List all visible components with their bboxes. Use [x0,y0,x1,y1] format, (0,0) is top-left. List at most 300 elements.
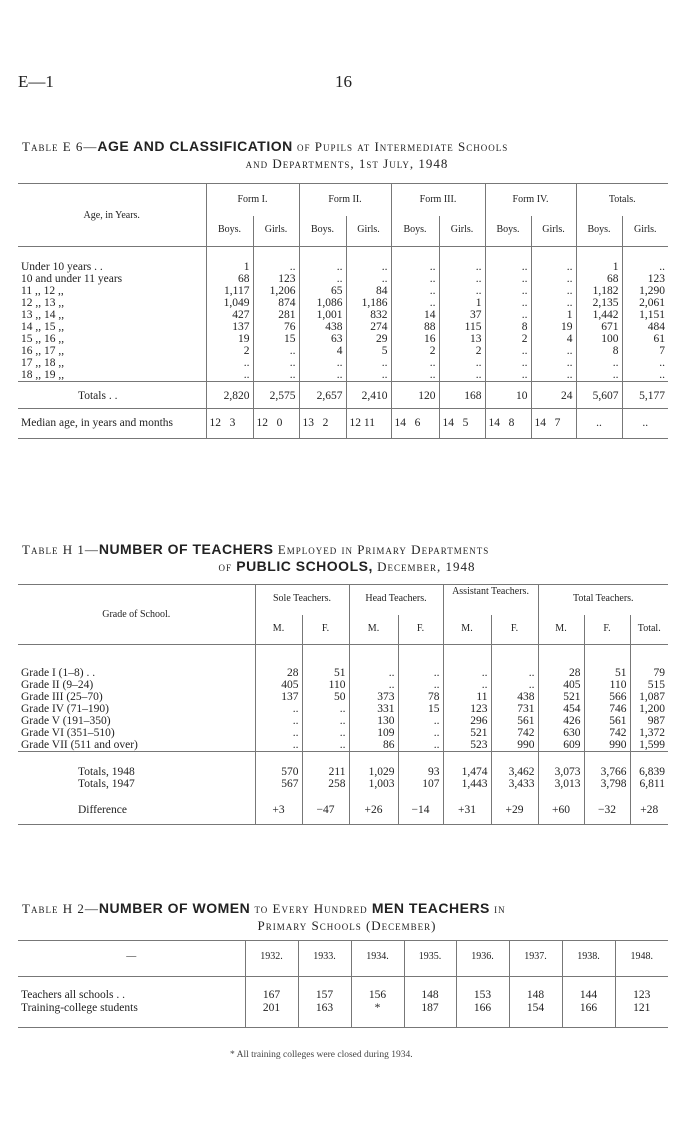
table-cell: 16 [391,333,439,345]
totals-row-cell: 6,811 [630,778,668,790]
row-label: Under 10 years . . [21,261,103,273]
table-cell: 405 [538,679,584,691]
table-h1-title [22,541,672,575]
median-row [18,409,668,439]
table-cell: 15 [398,703,443,715]
table-cell: .. [299,247,346,274]
group-header: Head Teachers. [349,585,443,616]
table-cell: 609 [538,739,584,752]
totals-row [18,382,668,409]
row-label: 12 ,, 13 ,, [21,297,65,309]
table-cell: 521 [443,727,491,739]
table-cell: 454 [538,703,584,715]
table-cell: 8 [576,345,622,357]
row-label: 10 and under 11 years [21,273,123,285]
table-cell: .. [398,727,443,739]
table-cell: 405 [255,679,302,691]
totals-row-cell: 1,474 [443,752,491,779]
difference-row-cell: +29 [491,790,538,825]
table-h2-line2: Primary Schools (December) [257,918,437,933]
table-e6-line2: and Departments, 1st July, 1948 [245,156,449,171]
difference-row-cell: −32 [584,790,630,825]
table-cell: 373 [349,691,398,703]
difference-row-cell: −14 [398,790,443,825]
table-cell: 137 [255,691,302,703]
table-cell: 123 [443,703,491,715]
difference-row-cell: +3 [255,790,302,825]
table-cell: * [351,1002,404,1028]
table-cell: 86 [349,739,398,752]
table-cell: .. [439,369,485,382]
table-cell: 148 [404,977,456,1003]
table-cell: .. [302,703,349,715]
table-h2-rest: in [489,901,506,916]
table-cell: 1,087 [630,691,668,703]
table-cell: 1,599 [630,739,668,752]
year-header: 1937. [509,941,562,977]
table-cell: 731 [491,703,538,715]
table-cell: 14 [391,309,439,321]
table-cell: 1 [576,247,622,274]
totals-row [18,752,668,779]
table-h2-mid: to Every Hundred [250,901,372,916]
table-cell: 561 [584,715,630,727]
table-cell: .. [485,285,531,297]
totals-label: Totals . . [78,390,118,402]
totals-cell: 2,820 [206,382,253,409]
table-cell: 123 [253,273,299,285]
totals-row-cell: 1,443 [443,778,491,790]
table-cell: 1,151 [622,309,668,321]
table-cell: 100 [576,333,622,345]
table-cell: 427 [206,309,253,321]
median-cell: 14 7 [531,409,576,439]
table-cell: .. [576,369,622,382]
age-header: Age, in Years. [83,209,140,221]
table-h1-rest: Employed in Primary Departments [273,542,490,557]
year-header: 1932. [245,941,298,977]
table-cell: 987 [630,715,668,727]
table-cell: .. [398,715,443,727]
table-cell: .. [398,739,443,752]
totals-cell: 10 [485,382,531,409]
table-cell: .. [398,679,443,691]
difference-row-cell: +28 [630,790,668,825]
table-cell: 123 [622,273,668,285]
table-cell: 1,049 [206,297,253,309]
table-cell: .. [253,369,299,382]
table-cell: 874 [253,297,299,309]
table-cell: 1,290 [622,285,668,297]
table-cell: 166 [562,1002,615,1028]
difference-row-label: Difference [78,804,127,816]
table-cell: .. [302,715,349,727]
row-label: 15 ,, 16 ,, [21,333,65,345]
table-cell: 154 [509,1002,562,1028]
totals-row-cell: 3,073 [538,752,584,779]
row-label: Grade I (1–8) . . [21,667,96,679]
table-cell: .. [491,645,538,680]
table-cell: 4 [299,345,346,357]
table-cell: 61 [622,333,668,345]
year-header: 1948. [615,941,668,977]
table-h1-line2-pre: of [218,559,237,574]
table-cell: .. [485,273,531,285]
difference-row [18,790,668,825]
median-cell: 12 11 [346,409,391,439]
year-header: 1935. [404,941,456,977]
row-label: 14 ,, 15 ,, [21,321,65,333]
table-cell: .. [622,369,668,382]
year-header: 1933. [298,941,351,977]
table-e6 [18,183,668,439]
table-cell: .. [439,247,485,274]
table-cell: 51 [584,645,630,680]
table-cell: 2,135 [576,297,622,309]
table-cell: 1 [439,297,485,309]
table-cell: 521 [538,691,584,703]
table-cell: 78 [398,691,443,703]
table-cell: .. [576,357,622,369]
table-cell: .. [439,273,485,285]
table-h2 [18,940,668,1028]
table-cell: .. [485,369,531,382]
totals-cell: 120 [391,382,439,409]
table-cell: 561 [491,715,538,727]
sub-header: Boys. [576,216,622,247]
table-h1-prefix: Table H 1— [22,542,99,557]
table-cell: 438 [299,321,346,333]
footnote: * All training colleges were closed during 1934. [230,1050,413,1060]
page-number: 16 [335,72,352,91]
table-h2-prefix: Table H 2— [22,901,99,916]
table-cell: 153 [456,977,509,1003]
difference-row-cell: −47 [302,790,349,825]
row-label: Teachers all schools . . [21,989,125,1001]
totals-row-label: Totals, 1947 [78,778,135,790]
table-cell: 37 [439,309,485,321]
table-cell: .. [206,357,253,369]
row-label: Grade III (25–70) [21,691,103,703]
totals-row [18,778,668,790]
totals-row-cell: 107 [398,778,443,790]
totals-row-cell: 211 [302,752,349,779]
totals-cell: 5,607 [576,382,622,409]
table-row [18,645,668,680]
sub-header: Girls. [253,216,299,247]
median-cell: .. [622,409,668,439]
table-cell: 19 [531,321,576,333]
table-cell: 19 [206,333,253,345]
table-h1-line2-bold: PUBLIC SCHOOLS, [236,558,373,574]
sub-header: M. [349,615,398,645]
difference-row-cell: +31 [443,790,491,825]
table-cell: .. [391,247,439,274]
table-cell: 68 [576,273,622,285]
table-cell: 2 [439,345,485,357]
table-cell: 1,442 [576,309,622,321]
table-cell: .. [622,247,668,274]
table-cell: 50 [302,691,349,703]
totals-row-cell: 3,462 [491,752,538,779]
table-row [18,273,668,285]
totals-row-cell: 1,029 [349,752,398,779]
table-h2-bold2: MEN TEACHERS [371,900,490,916]
sub-header: F. [302,615,349,645]
table-cell: 1 [206,247,253,274]
table-cell: 11 [443,691,491,703]
table-cell: .. [443,679,491,691]
form-header: Form III. [391,184,485,217]
table-cell: 63 [299,333,346,345]
table-cell: 79 [630,645,668,680]
table-cell: 484 [622,321,668,333]
table-cell: 630 [538,727,584,739]
totals-cell: 168 [439,382,485,409]
totals-cell: 24 [531,382,576,409]
table-cell: 832 [346,309,391,321]
sub-header: Boys. [206,216,253,247]
table-cell: .. [391,297,439,309]
table-cell: 1,001 [299,309,346,321]
table-cell: .. [485,247,531,274]
totals-row-cell: 6,839 [630,752,668,779]
sub-header: Boys. [299,216,346,247]
table-cell: 566 [584,691,630,703]
year-header: 1934. [351,941,404,977]
table-cell: .. [485,297,531,309]
table-cell: .. [346,357,391,369]
table-cell: .. [206,369,253,382]
form-header: Form IV. [485,184,576,217]
table-cell: 523 [443,739,491,752]
totals-row-cell: 258 [302,778,349,790]
table-cell: .. [485,345,531,357]
table-row [18,285,668,297]
row-label: Grade VI (351–510) [21,727,115,739]
table-cell: .. [346,369,391,382]
table-cell: 746 [584,703,630,715]
table-h1 [18,584,668,825]
table-cell: 29 [346,333,391,345]
table-h2-title [22,900,672,934]
form-header: Form II. [299,184,391,217]
group-header: Sole Teachers. [255,585,349,616]
table-cell: .. [253,345,299,357]
table-e6-bold: AGE AND CLASSIFICATION [97,138,293,154]
totals-row-cell: 1,003 [349,778,398,790]
table-cell: 1,186 [346,297,391,309]
table-cell: 990 [584,739,630,752]
table-cell: 201 [245,1002,298,1028]
table-cell: 84 [346,285,391,297]
totals-row-cell: 93 [398,752,443,779]
table-row [18,691,668,703]
table-cell: 515 [630,679,668,691]
sub-header: Girls. [622,216,668,247]
totals-row-cell: 3,798 [584,778,630,790]
table-cell: .. [391,273,439,285]
row-label: 18 ,, 19 ,, [21,369,65,381]
table-cell: 187 [404,1002,456,1028]
table-cell: 121 [615,1002,668,1028]
sub-header: F. [584,615,630,645]
table-cell: 331 [349,703,398,715]
table-cell: 28 [255,645,302,680]
table-cell: 130 [349,715,398,727]
table-row [18,357,668,369]
table-cell: .. [531,357,576,369]
table-cell: 137 [206,321,253,333]
table-cell: 438 [491,691,538,703]
table-cell: .. [349,679,398,691]
table-cell: .. [346,273,391,285]
median-cell: .. [576,409,622,439]
table-cell: .. [622,357,668,369]
group-header: Total Teachers. [538,585,668,616]
page-section-code: E—1 [18,72,54,91]
table-cell: .. [253,247,299,274]
totals-cell: 2,410 [346,382,391,409]
difference-row-cell: +26 [349,790,398,825]
median-cell: 14 8 [485,409,531,439]
table-cell: 148 [509,977,562,1003]
table-cell: 68 [206,273,253,285]
table-cell: .. [531,273,576,285]
totals-row-cell: 3,013 [538,778,584,790]
totals-row-cell: 570 [255,752,302,779]
table-cell: 76 [253,321,299,333]
table-cell: 51 [302,645,349,680]
sub-header: Boys. [391,216,439,247]
sub-header: F. [398,615,443,645]
table-row [18,309,668,321]
table-row [18,727,668,739]
table-cell: 88 [391,321,439,333]
form-header: Form I. [206,184,299,217]
row-label: 13 ,, 14 ,, [21,309,65,321]
table-cell: 5 [346,345,391,357]
table-cell: 15 [253,333,299,345]
corner-cell: — [126,951,137,962]
table-cell: .. [346,247,391,274]
median-cell: 14 5 [439,409,485,439]
sub-header: M. [255,615,302,645]
table-cell: 167 [245,977,298,1003]
totals-row-cell: 3,766 [584,752,630,779]
table-cell: 2 [391,345,439,357]
form-header: Totals. [576,184,668,217]
table-cell: 65 [299,285,346,297]
table-e6-title [22,138,672,172]
table-row [18,297,668,309]
table-row [18,715,668,727]
table-cell: .. [255,703,302,715]
median-cell: 13 2 [299,409,346,439]
table-cell: 1,086 [299,297,346,309]
table-cell: .. [531,285,576,297]
sub-header: Girls. [439,216,485,247]
totals-cell: 5,177 [622,382,668,409]
table-h1-bold: NUMBER OF TEACHERS [98,541,274,557]
table-cell: 1,117 [206,285,253,297]
table-cell: 110 [584,679,630,691]
table-cell: 166 [456,1002,509,1028]
table-cell: 1,206 [253,285,299,297]
group-header: Assistant Teachers. [443,585,538,616]
row-label: Grade II (9–24) [21,679,94,691]
table-cell: .. [299,369,346,382]
grade-header: Grade of School. [102,609,171,620]
table-cell: 4 [531,333,576,345]
table-row [18,369,668,382]
table-cell: .. [485,357,531,369]
table-cell: 110 [302,679,349,691]
table-cell: 13 [439,333,485,345]
table-cell: .. [443,645,491,680]
table-cell: 281 [253,309,299,321]
table-cell: 8 [485,321,531,333]
table-cell: 163 [298,1002,351,1028]
row-label: Grade VII (511 and over) [21,739,138,751]
table-cell: 1,372 [630,727,668,739]
table-cell: .. [439,285,485,297]
year-header: 1938. [562,941,615,977]
table-cell: .. [255,727,302,739]
table-cell: 426 [538,715,584,727]
table-cell: .. [299,273,346,285]
row-label: 17 ,, 18 ,, [21,357,65,369]
table-cell: .. [255,715,302,727]
table-e6-prefix: Table E 6— [22,139,98,154]
table-row [18,247,668,274]
table-cell: 742 [584,727,630,739]
row-label: 16 ,, 17 ,, [21,345,65,357]
median-cell: 12 3 [206,409,253,439]
sub-header: Boys. [485,216,531,247]
table-cell: 109 [349,727,398,739]
totals-row-label: Totals, 1948 [78,766,135,778]
table-cell: .. [302,739,349,752]
table-cell: 990 [491,739,538,752]
table-cell: 1,182 [576,285,622,297]
table-cell: .. [349,645,398,680]
table-cell: .. [302,727,349,739]
table-row [18,977,668,1003]
table-cell: 157 [298,977,351,1003]
table-cell: .. [485,309,531,321]
table-cell: 156 [351,977,404,1003]
row-label: 11 ,, 12 ,, [21,285,64,297]
table-cell: .. [299,357,346,369]
table-cell: .. [491,679,538,691]
table-cell: 144 [562,977,615,1003]
table-cell: .. [531,369,576,382]
totals-cell: 2,575 [253,382,299,409]
table-row [18,739,668,752]
table-row [18,333,668,345]
sub-header: Girls. [531,216,576,247]
table-h1-line2-rest: December, 1948 [372,559,476,574]
table-cell: 7 [622,345,668,357]
table-cell: 671 [576,321,622,333]
sub-header: Total. [630,615,668,645]
sub-header: F. [491,615,538,645]
totals-row-cell: 567 [255,778,302,790]
table-cell: .. [391,285,439,297]
median-cell: 14 6 [391,409,439,439]
table-row [18,1002,668,1028]
